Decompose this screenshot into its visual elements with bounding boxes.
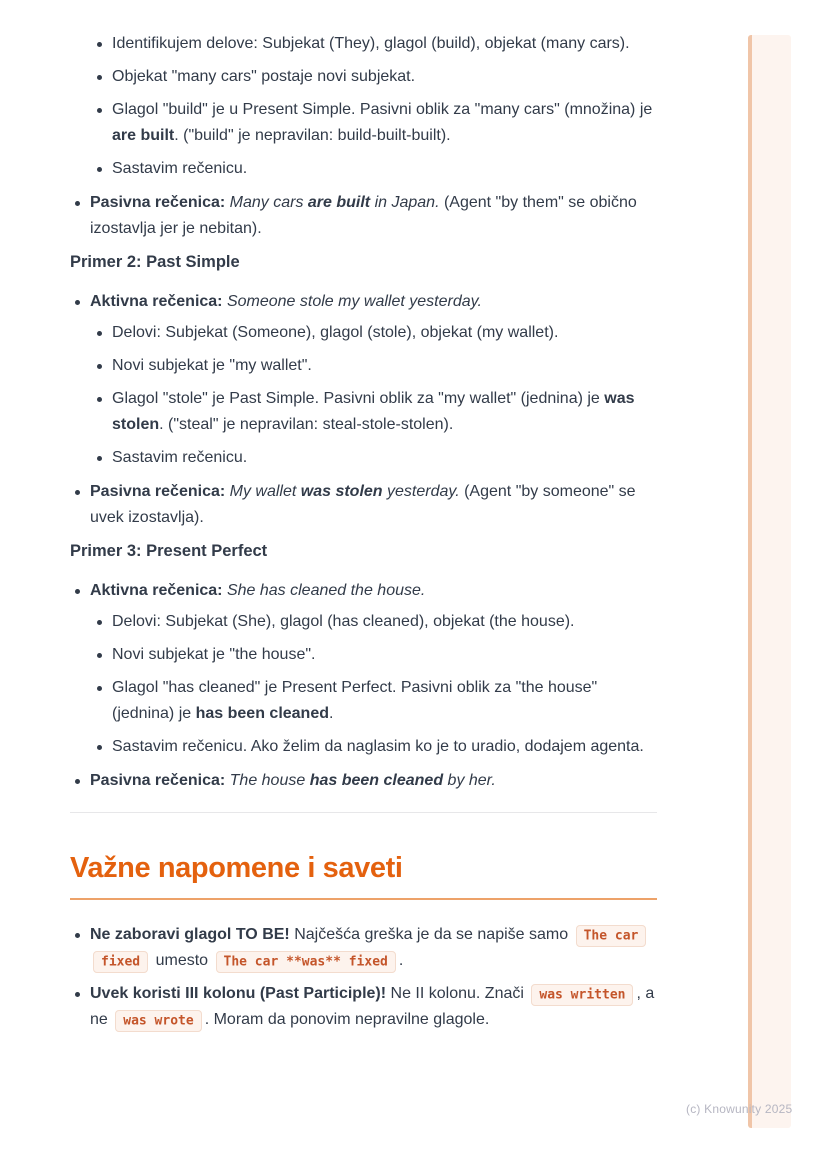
list-item <box>70 578 657 604</box>
bullet-icon <box>97 331 102 336</box>
bullet-icon <box>75 992 80 997</box>
list-item-text: Objekat "many cars" postaje novi subjekat. <box>112 68 416 85</box>
list-item <box>90 642 657 668</box>
list-item <box>70 981 657 1033</box>
bullet-list <box>70 289 657 531</box>
list-item-text: Glagol "stole" je Past Simple. Pasivni oblik za "my wallet" (jednina) je was stolen. ("steal" je nepravilan: steal-stole-stolen). <box>112 390 635 433</box>
list-item <box>90 31 657 57</box>
list-item-text: Pasivna rečenica: Many cars are built in Japan. (Agent "by them" se obično izostavlja jer je nebitan). <box>90 194 637 237</box>
list-item <box>90 64 657 90</box>
bullet-icon <box>97 42 102 47</box>
list-item <box>90 353 657 379</box>
watermark: (c) Knowunity 2025 <box>686 1102 793 1116</box>
list-item <box>70 922 657 974</box>
bullet-icon <box>97 620 102 625</box>
list-item-text: Aktivna rečenica: Someone stole my wallet yesterday. <box>90 293 482 310</box>
list-item-text: Novi subjekat je "my wallet". <box>112 357 312 374</box>
side-rail <box>748 35 791 1128</box>
list-item-text: Identifikujem delove: Subjekat (They), glagol (build), objekat (many cars). <box>112 35 630 52</box>
inline-code: The car fixed <box>93 925 646 973</box>
section-heading: Važne napomene i saveti <box>70 851 657 900</box>
list-item-text: Delovi: Subjekat (She), glagol (has cleaned), objekat (the house). <box>112 613 575 630</box>
bullet-icon <box>97 397 102 402</box>
list-item <box>70 768 657 794</box>
divider <box>70 812 657 813</box>
list-item <box>90 386 657 438</box>
bullet-icon <box>97 456 102 461</box>
list-item <box>90 320 657 346</box>
bullet-icon <box>75 589 80 594</box>
list-item <box>70 289 657 315</box>
bullet-icon <box>75 300 80 305</box>
list-item-text: Sastavim rečenicu. Ako želim da naglasim ko je to uradio, dodajem agenta. <box>112 738 644 755</box>
bullet-icon <box>97 108 102 113</box>
list-item <box>90 734 657 760</box>
bullet-list <box>70 578 657 794</box>
list-item-text: Ne zaboravi glagol TO BE! Najčešća greška je da se napiše samo The car fixed umesto The car **was** fixed . <box>90 926 649 969</box>
bullet-icon <box>75 201 80 206</box>
bullet-icon <box>75 490 80 495</box>
list-item-text: Glagol "has cleaned" je Present Perfect. Pasivni oblik za "the house" (jednina) je has been cleaned. <box>112 679 598 722</box>
bullet-icon <box>97 653 102 658</box>
list-item <box>70 479 657 531</box>
inline-code: was wrote <box>115 1010 201 1032</box>
bullet-icon <box>97 364 102 369</box>
list-item <box>90 156 657 182</box>
list-item-text: Sastavim rečenicu. <box>112 160 248 177</box>
list-item <box>90 97 657 149</box>
list-item <box>90 675 657 727</box>
subsection-heading: Primer 2: Past Simple <box>70 253 240 271</box>
bullet-icon <box>97 167 102 172</box>
list-item-text: Glagol "build" je u Present Simple. Pasivni oblik za "many cars" (množina) je are built. ("build" je nepravilan: build-built-built). <box>112 101 653 144</box>
list-item-text: Sastavim rečenicu. <box>112 449 248 466</box>
bullet-list <box>70 922 657 1033</box>
inline-code: The car **was** fixed <box>216 951 396 973</box>
bullet-list <box>70 31 657 242</box>
bullet-icon <box>75 779 80 784</box>
list-item <box>70 190 657 242</box>
list-item-text: Aktivna rečenica: She has cleaned the house. <box>90 582 426 599</box>
list-item-text: Delovi: Subjekat (Someone), glagol (stole), objekat (my wallet). <box>112 324 559 341</box>
list-item <box>90 445 657 471</box>
subsection-heading: Primer 3: Present Perfect <box>70 542 268 560</box>
list-item-text: Pasivna rečenica: My wallet was stolen yesterday. (Agent "by someone" se uvek izostavlja). <box>90 483 636 526</box>
document-content <box>70 31 657 1040</box>
bullet-icon <box>75 933 80 938</box>
list-item-text: Pasivna rečenica: The house has been cleaned by her. <box>90 772 496 789</box>
bullet-icon <box>97 75 102 80</box>
list-item <box>90 609 657 635</box>
inline-code: was written <box>531 984 633 1006</box>
list-item-text: Uvek koristi III kolonu (Past Participle)! Ne II kolonu. Znači was written , a ne was wrote . Moram da ponovim nepravilne glagole. <box>90 985 654 1028</box>
list-item-text: Novi subjekat je "the house". <box>112 646 316 663</box>
bullet-icon <box>97 745 102 750</box>
bullet-icon <box>97 686 102 691</box>
